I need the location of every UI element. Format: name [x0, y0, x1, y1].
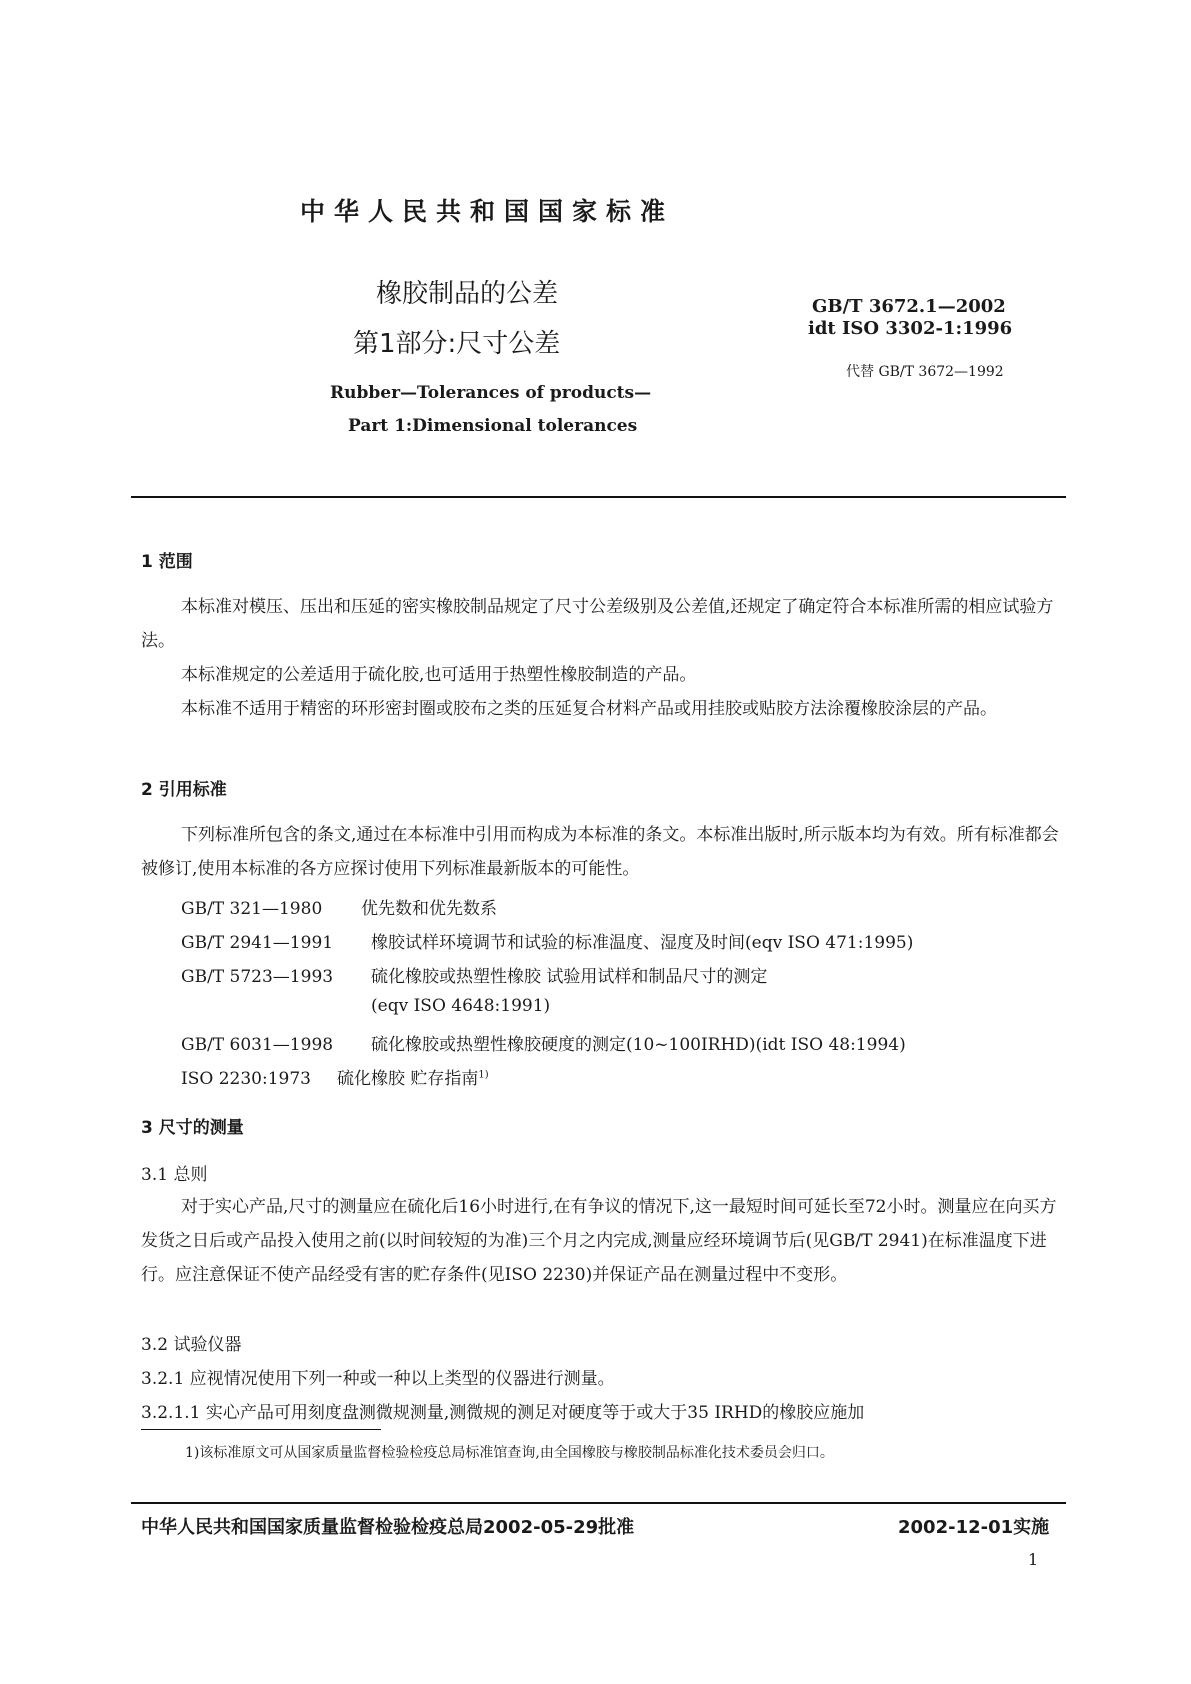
page-number: 1: [1028, 1550, 1039, 1569]
reference-item: [181, 894, 497, 919]
standard-number: GB/T 3672.1—2002: [812, 296, 1006, 317]
reference-title: 橡胶试样环境调节和试验的标准温度、湿度及时间(eqv ISO 471:1995): [371, 933, 914, 953]
section-1-paragraph-1: 本标准对模压、压出和压延的密实橡胶制品规定了尺寸公差级别及公差值,还规定了确定符合本标准所需的相应试验方法。: [141, 597, 1054, 651]
reference-title: 硫化橡胶或热塑性橡胶硬度的测定(10~100IRHD)(idt ISO 48:1994): [371, 1035, 906, 1055]
document-title: 橡胶制品的公差: [376, 279, 559, 309]
approval-info: 中华人民共和国国家质量监督检验检疫总局2002-05-29批准: [141, 1517, 635, 1538]
reference-item: [181, 928, 913, 953]
reference-title: 硫化橡胶 贮存指南: [337, 1069, 479, 1089]
footnote-divider: [141, 1429, 381, 1430]
section-3-1-paragraph: 对于实心产品,尺寸的测量应在硫化后16小时进行,在有争议的情况下,这一最短时间可延长至72小时。测量应在向买方发货之日后或产品投入使用之前(以时间较短的为准)三个月之内完成,测量应经环境调节后(见GB/T 2941)在标准温度下进行。应注意保证不使产品经受有害的贮存条件(见ISO 2230)并保证产品在测量过程中不变形。: [141, 1197, 1057, 1285]
section-1-heading: 1 范围: [141, 552, 193, 572]
section-2-paragraph: 下列标准所包含的条文,通过在本标准中引用而构成为本标准的条文。本标准出版时,所示版本均为有效。所有标准都会被修订,使用本标准的各方应探讨使用下列标准最新版本的可能性。: [141, 825, 1059, 879]
reference-item: [181, 996, 550, 1016]
reference-title: 优先数和优先数系: [361, 899, 497, 919]
footnote-marker: 1): [478, 1069, 489, 1081]
section-3-1-heading: 3.1 总则: [141, 1165, 208, 1185]
reference-title: (eqv ISO 4648:1991): [371, 996, 551, 1016]
reference-code: GB/T 2941—1991: [181, 933, 334, 953]
section-1-paragraph-3: 本标准不适用于精密的环形密封圈或胶布之类的压延复合材料产品或用挂胶或贴胶方法涂覆橡胶涂层的产品。: [181, 699, 997, 719]
section-3-heading: 3 尺寸的测量: [141, 1118, 244, 1138]
section-2-heading: 2 引用标准: [141, 780, 227, 800]
standard-idt: idt ISO 3302-1:1996: [808, 318, 1013, 339]
footnote-text: 1)该标准原文可从国家质量监督检验检疫总局标准馆查询,由全国橡胶与橡胶制品标准化技术委员会归口。: [185, 1445, 834, 1461]
english-title: Rubber—Tolerances of products—: [330, 383, 652, 403]
reference-item: [181, 962, 767, 987]
implementation-date: 2002-12-01实施: [898, 1517, 1050, 1538]
section-1-paragraph-2: 本标准规定的公差适用于硫化胶,也可适用于热塑性橡胶制造的产品。: [181, 665, 697, 685]
section-3-2-1-text: 3.2.1 应视情况使用下列一种或一种以上类型的仪器进行测量。: [141, 1369, 615, 1389]
section-3-2-1-1-text: 3.2.1.1 实心产品可用刻度盘测微规测量,测微规的测足对硬度等于或大于35 IRHD的橡胶应施加: [141, 1403, 865, 1423]
reference-item: [181, 1030, 906, 1055]
standard-replaces: 代替 GB/T 3672—1992: [846, 364, 1004, 380]
reference-code: GB/T 321—1980: [181, 899, 323, 919]
reference-code: GB/T 5723—1993: [181, 967, 334, 987]
reference-code: GB/T 6031—1998: [181, 1035, 334, 1055]
header-divider: [131, 496, 1066, 498]
reference-item: [181, 1064, 489, 1089]
section-3-2-heading: 3.2 试验仪器: [141, 1335, 242, 1355]
document-subtitle: 第1部分:尺寸公差: [353, 329, 561, 359]
english-subtitle: Part 1:Dimensional tolerances: [348, 416, 638, 436]
footer-divider: [131, 1502, 1066, 1504]
national-standard-label: 中华人民共和国国家标准: [300, 197, 675, 226]
reference-title: 硫化橡胶或热塑性橡胶 试验用试样和制品尺寸的测定: [371, 967, 768, 987]
reference-code: ISO 2230:1973: [181, 1069, 311, 1089]
